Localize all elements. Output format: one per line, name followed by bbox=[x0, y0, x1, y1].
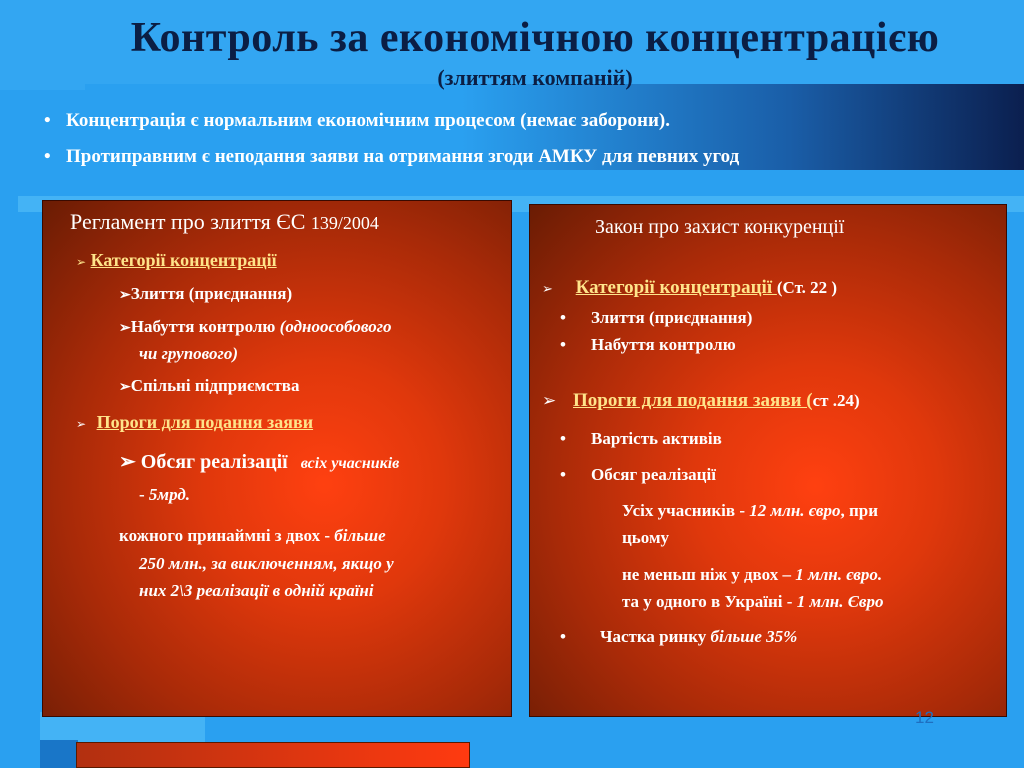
turnover-row bbox=[119, 449, 399, 474]
all-value: 12 млн. євро bbox=[749, 501, 841, 520]
category-item bbox=[560, 335, 736, 355]
all-tail-line2: цьому bbox=[622, 528, 670, 547]
ua-value: 1 млн. Євро bbox=[796, 592, 884, 611]
thresholds-title: Пороги для подання заяви bbox=[96, 412, 314, 432]
all-tail: , при bbox=[840, 501, 879, 520]
arrow-icon: ➢ bbox=[119, 380, 131, 395]
top-bullet-text: Протиправним є неподання заяви на отримання згоди АМКУ для певних угод bbox=[66, 146, 740, 167]
panel-heading: Закон про захист конкуренції bbox=[595, 216, 845, 238]
arrow-icon: ➢ bbox=[119, 321, 131, 336]
arrow-icon: ➢ bbox=[542, 281, 553, 296]
categories-title: Категорії концентрації bbox=[575, 277, 777, 298]
top-bullet-item bbox=[44, 110, 739, 132]
turnover-all: всіх учасників bbox=[300, 455, 400, 472]
threshold-item bbox=[560, 465, 716, 485]
thresholds-title: Пороги для подання заяви ( bbox=[573, 390, 813, 411]
categories-header bbox=[542, 277, 837, 299]
each-row bbox=[119, 526, 386, 546]
category-text: Набуття контролю bbox=[130, 317, 276, 336]
ua-label: та у одного в Україні - bbox=[622, 592, 793, 611]
background-dark-block bbox=[40, 740, 78, 768]
heading-number: 139/2004 bbox=[310, 213, 379, 233]
top-bullet-text: Концентрація є нормальним економічним процесом (немає заборони). bbox=[66, 110, 670, 131]
slide-subtitle: (злиттям компаній) bbox=[437, 65, 633, 90]
each-label: кожного принаймні з двох - bbox=[119, 526, 331, 545]
threshold-item bbox=[560, 429, 722, 449]
category-note-line2: чи групового) bbox=[139, 344, 238, 363]
category-item bbox=[119, 317, 392, 337]
heading-text: Регламент про злиття ЄС bbox=[70, 209, 306, 234]
thresholds-header bbox=[542, 390, 860, 412]
categories-header bbox=[76, 250, 277, 271]
bullet-icon: • bbox=[560, 627, 566, 646]
threshold-text: Вартість активів bbox=[591, 429, 722, 448]
each-line2: 250 млн., за виключенням, якщо у bbox=[139, 554, 394, 573]
top-bullet-list bbox=[44, 110, 739, 182]
slide-title: Контроль за економічною концентрацією bbox=[130, 15, 940, 61]
category-text: Злиття (приєднання) bbox=[591, 308, 753, 327]
bullet-icon: • bbox=[560, 335, 566, 354]
background-red-bar bbox=[76, 742, 470, 768]
category-text: Спільні підприємства bbox=[130, 376, 300, 395]
thresholds-ref: ст .24) bbox=[812, 391, 860, 410]
each-value: більше bbox=[334, 526, 386, 545]
arrow-icon: ➢ bbox=[542, 391, 557, 410]
turnover-value-row bbox=[139, 485, 190, 505]
category-note: (одноособового bbox=[279, 317, 392, 336]
bullet-icon: • bbox=[560, 465, 566, 484]
turnover-label: Обсяг реалізації bbox=[140, 451, 288, 473]
category-text: Набуття контролю bbox=[591, 335, 736, 354]
arrow-icon: ➢ bbox=[119, 288, 131, 303]
ukraine-row bbox=[622, 592, 884, 612]
category-text: Злиття (приєднання) bbox=[130, 284, 293, 303]
turnover-dash: - bbox=[139, 485, 145, 504]
bullet-icon: • bbox=[560, 429, 566, 448]
panel-heading bbox=[70, 209, 379, 235]
arrow-icon: ➢ bbox=[76, 255, 87, 269]
category-item bbox=[119, 284, 292, 304]
threshold-text: Обсяг реалізації bbox=[591, 465, 716, 484]
each-line3: них 2\3 реалізації в одній країні bbox=[139, 581, 374, 600]
category-item bbox=[119, 376, 300, 396]
share-label: Частка ринку bbox=[600, 627, 707, 646]
turnover-value: 5мрд. bbox=[148, 485, 191, 504]
top-bullet-item bbox=[44, 146, 739, 168]
bullet-icon: • bbox=[560, 308, 566, 327]
bullet-icon: • bbox=[44, 146, 51, 167]
eu-regulation-panel bbox=[42, 200, 512, 717]
page-number: 12 bbox=[915, 708, 934, 727]
all-label: Усіх учасників - bbox=[622, 501, 745, 520]
min-label: не меньш ніж у двох – bbox=[622, 565, 791, 584]
thresholds-header bbox=[76, 412, 313, 433]
all-participants-row bbox=[622, 501, 878, 521]
categories-ref: (Ст. 22 ) bbox=[776, 278, 838, 297]
bullet-icon: • bbox=[44, 110, 51, 131]
share-value: більше 35% bbox=[710, 627, 798, 646]
market-share-row bbox=[560, 627, 797, 647]
competition-law-panel bbox=[529, 204, 1007, 717]
min-value: 1 млн. євро. bbox=[795, 565, 883, 584]
categories-title: Категорії концентрації bbox=[90, 250, 277, 270]
arrow-icon: ➢ bbox=[119, 451, 136, 473]
category-item bbox=[560, 308, 752, 328]
arrow-icon: ➢ bbox=[76, 417, 87, 431]
min-two-row bbox=[622, 565, 882, 585]
